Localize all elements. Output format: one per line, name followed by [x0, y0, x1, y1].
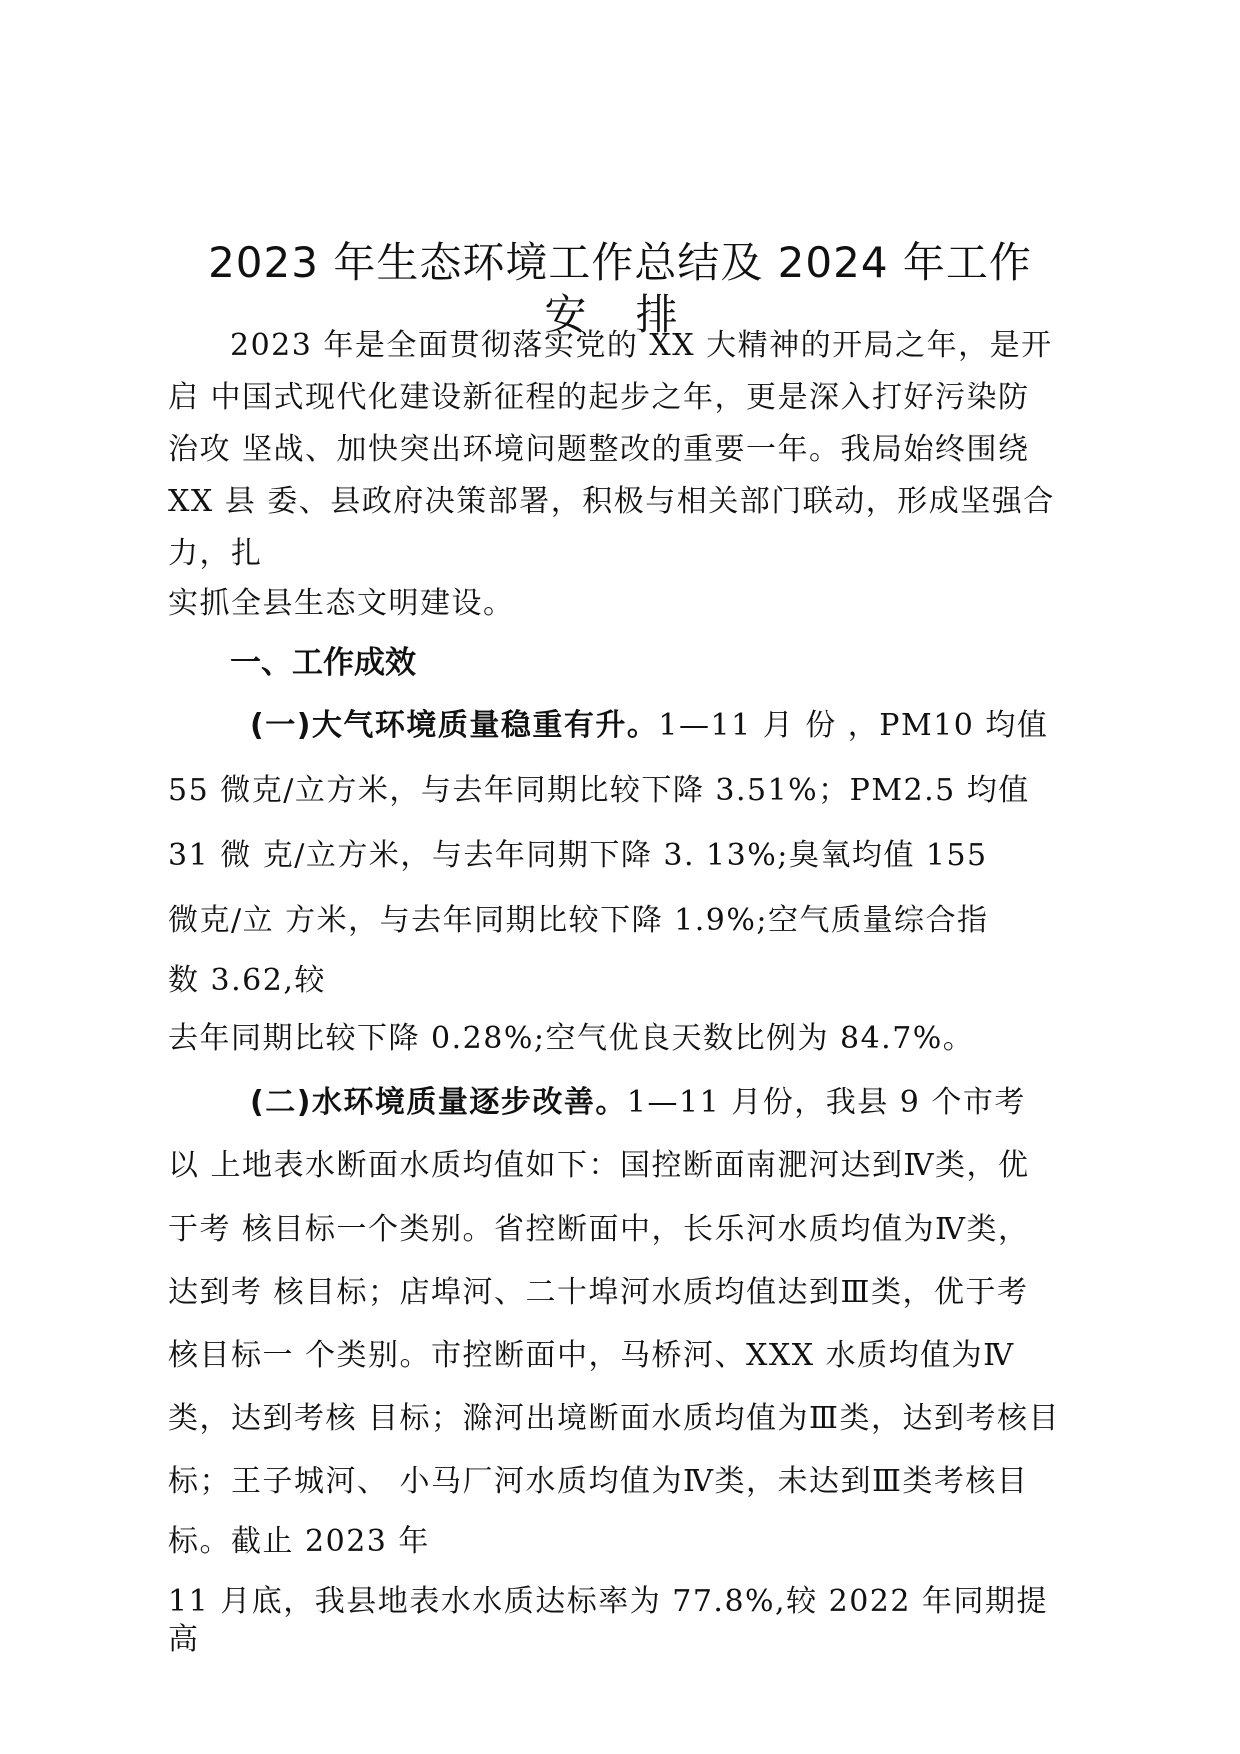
para2-bold-lead: (二)水环境质量逐步改善。 [250, 1085, 627, 1120]
para1-first-line [250, 700, 1048, 744]
para1-first-rest: 1—11 月 份 ，PM10 均值 [658, 708, 1049, 743]
para1-line: 55 微克/立方米，与去年同期比较下降 3.51%；PM2.5 均值 [168, 773, 1030, 808]
intro-line: 启 中国式现代化建设新征程的起步之年，更是深入打好污染防 [168, 380, 1030, 415]
section-heading: 一、工作成效 [230, 645, 416, 681]
intro-line: 力，扎 [168, 536, 263, 571]
document-title-line-1: 2023 年生态环境工作总结及 2024 年工作 [208, 238, 1032, 287]
intro-line: 实抓全县生态文明建设。 [168, 586, 515, 621]
para2-line: 11 月底，我县地表水水质达标率为 77.8%,较 2022 年同期提 [168, 1584, 1049, 1619]
para2-line: 核目标一 个类别。市控断面中，马桥河、XXX 水质均值为Ⅳ [168, 1338, 1015, 1373]
para2-line: 于考 核目标一个类别。省控断面中，长乐河水质均值为Ⅳ类， [168, 1212, 1030, 1247]
para1-line: 31 微 克/立方米，与去年同期下降 3. 13%;臭氧均值 155 [168, 838, 988, 873]
para1-line: 微克/立 方米，与去年同期比较下降 1.9%;空气质量综合指 [168, 903, 989, 938]
para2-line: 标。截止 2023 年 [168, 1524, 430, 1559]
para2-first-rest: 1—11 月份，我县 9 个市考 [626, 1085, 1026, 1120]
para1-line: 数 3.62,较 [168, 963, 326, 998]
para1-bold-lead: (一)大气环境质量稳重有升。 [250, 708, 659, 743]
intro-line: 治攻 坚战、加快突出环境问题整改的重要一年。我局始终围绕 [168, 432, 1030, 467]
para1-line: 去年同期比较下降 0.28%;空气优良天数比例为 84.7%。 [168, 1021, 975, 1056]
para2-line: 类，达到考核 目标；滁河出境断面水质均值为Ⅲ类，达到考核目 [168, 1401, 1060, 1436]
document-title-line-2: 安 排 [544, 290, 696, 339]
para2-line: 高 [168, 1622, 200, 1657]
intro-line: XX 县 委、县政府决策部署，积极与相关部门联动，形成坚强合 [168, 484, 1055, 519]
para2-line: 标；王子城河、 小马厂河水质均值为Ⅳ类，未达到Ⅲ类考核目 [168, 1464, 1029, 1499]
para2-line: 达到考 核目标；店埠河、二十埠河水质均值达到Ⅲ类，优于考 [168, 1275, 1029, 1310]
intro-line: 2023 年是全面贯彻落实党的 XX 大精神的开局之年，是开 [230, 328, 1053, 363]
para2-first-line [250, 1077, 1026, 1121]
para2-line: 以 上地表水断面水质均值如下：国控断面南淝河达到Ⅳ类，优 [168, 1148, 1030, 1183]
